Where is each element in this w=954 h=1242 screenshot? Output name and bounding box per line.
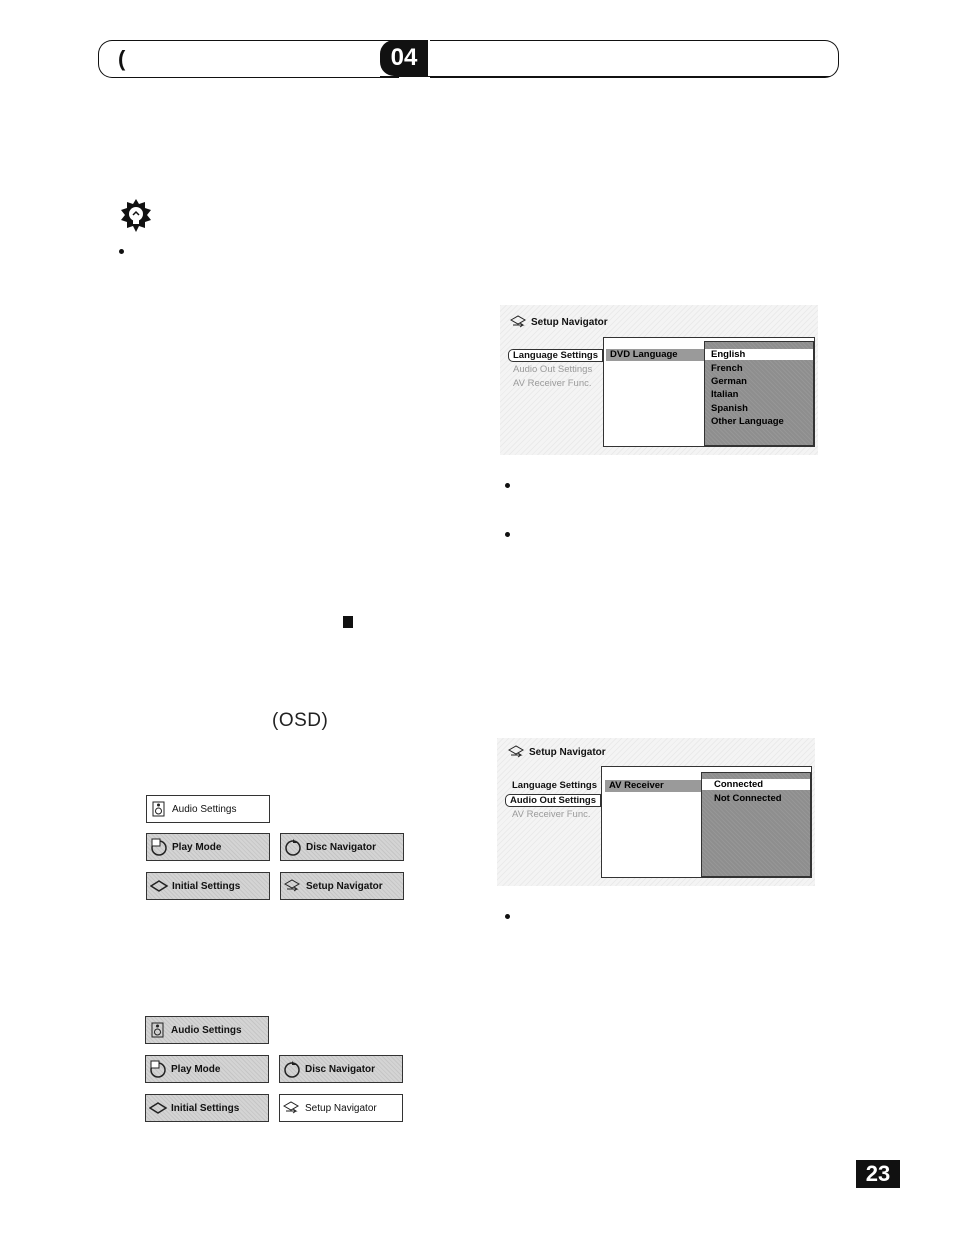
initial-settings-icon: [150, 877, 168, 895]
menu-item-av-receiver-func[interactable]: AV Receiver Func.: [512, 809, 591, 820]
audio-settings-icon: [149, 1021, 167, 1039]
option-not-connected[interactable]: Not Connected: [714, 793, 782, 804]
button-label: Initial Settings: [172, 880, 241, 892]
disc-navigator-button[interactable]: [279, 1055, 403, 1083]
chapter-number: 04: [380, 40, 428, 76]
bullet-dot: [505, 483, 510, 488]
setup-navigator-screen-av-receiver: [497, 738, 815, 886]
option-italian[interactable]: Italian: [711, 389, 739, 400]
disc-navigator-button[interactable]: [280, 833, 404, 861]
initial-settings-button[interactable]: [145, 1094, 269, 1122]
setup-navigator-icon: [283, 1099, 301, 1117]
option-connected[interactable]: Connected: [702, 779, 810, 790]
option-english[interactable]: English: [705, 349, 813, 360]
header-left-mark: (: [118, 46, 126, 71]
bullet-dot: [505, 914, 510, 919]
option-spanish[interactable]: Spanish: [711, 403, 748, 414]
setup-navigator-screen-language: [500, 305, 818, 455]
setup-navigator-icon: [508, 744, 526, 760]
menu-item-audio-out-settings[interactable]: Audio Out Settings: [505, 794, 601, 807]
option-german[interactable]: German: [711, 376, 747, 387]
initial-settings-button[interactable]: [146, 872, 270, 900]
menu-item-language-settings[interactable]: Language Settings: [512, 780, 597, 791]
button-label: Audio Settings: [171, 1024, 242, 1036]
sub-item-dvd-language[interactable]: DVD Language: [606, 349, 706, 361]
button-label: Setup Navigator: [306, 880, 383, 892]
audio-settings-button[interactable]: [146, 795, 270, 823]
button-label: Play Mode: [171, 1063, 221, 1075]
button-label: Disc Navigator: [305, 1063, 376, 1075]
screen-title-text: Setup Navigator: [531, 316, 608, 328]
setup-navigator-icon: [510, 314, 528, 330]
home-menu-panel-1: [140, 790, 420, 908]
play-mode-button[interactable]: [146, 833, 270, 861]
button-label: Audio Settings: [172, 803, 237, 815]
setup-navigator-button[interactable]: [279, 1094, 403, 1122]
button-label: Disc Navigator: [306, 841, 377, 853]
setup-navigator-button[interactable]: [280, 872, 404, 900]
play-mode-icon: [149, 1060, 167, 1078]
audio-settings-icon: [150, 800, 168, 818]
osd-label: (OSD): [272, 710, 329, 731]
audio-settings-button[interactable]: [145, 1016, 269, 1044]
initial-settings-icon: [149, 1099, 167, 1117]
option-french[interactable]: French: [711, 363, 743, 374]
header-frame-left: [98, 40, 399, 78]
options-list: [701, 772, 811, 877]
button-label: Initial Settings: [171, 1102, 240, 1114]
header-frame-right: [430, 40, 839, 78]
button-label: Play Mode: [172, 841, 222, 853]
menu-item-language-settings[interactable]: Language Settings: [508, 349, 603, 362]
screen-title-text: Setup Navigator: [529, 746, 606, 758]
option-other-language[interactable]: Other Language: [711, 416, 784, 427]
setup-navigator-icon: [284, 877, 302, 895]
options-list: [704, 341, 814, 446]
menu-item-av-receiver-func[interactable]: AV Receiver Func.: [513, 378, 592, 389]
tip-lightbulb-icon: [118, 198, 154, 234]
screen-title: [510, 314, 608, 330]
play-mode-button[interactable]: [145, 1055, 269, 1083]
disc-navigator-icon: [283, 1060, 301, 1078]
home-menu-panel-2: [140, 1012, 410, 1128]
bullet-dot: [505, 532, 510, 537]
page-number: 23: [856, 1160, 900, 1188]
screen-title: [508, 744, 606, 760]
stop-square-icon: [343, 616, 353, 628]
button-label: Setup Navigator: [305, 1102, 377, 1114]
play-mode-icon: [150, 838, 168, 856]
disc-navigator-icon: [284, 838, 302, 856]
menu-item-audio-out-settings[interactable]: Audio Out Settings: [513, 364, 593, 375]
bullet-dot: [119, 249, 124, 254]
sub-item-av-receiver[interactable]: AV Receiver: [605, 780, 701, 792]
